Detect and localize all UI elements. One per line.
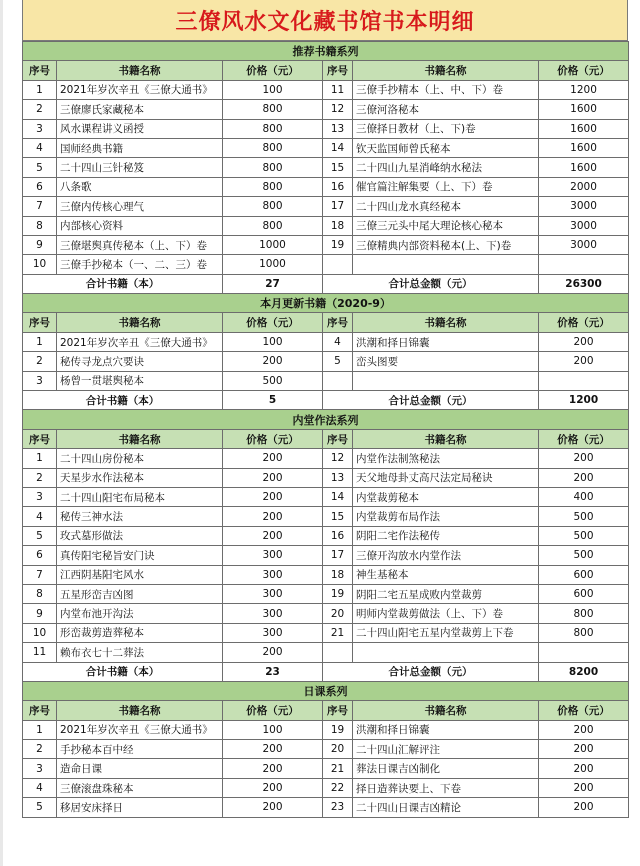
book-index: 19 — [323, 720, 353, 739]
book-index: 2 — [23, 740, 57, 759]
book-name: 二十四山房份秘本 — [57, 449, 223, 468]
table-row — [23, 80, 629, 99]
book-index: 1 — [23, 720, 57, 739]
book-index: 7 — [23, 565, 57, 584]
name-header: 书籍名称 — [57, 701, 223, 720]
book-name: 2021年岁次辛丑《三僚大通书》 — [57, 720, 223, 739]
book-price: 200 — [223, 468, 323, 487]
book-name: 三僚河洛秘本 — [353, 100, 539, 119]
book-index: 3 — [23, 119, 57, 138]
book-price: 300 — [223, 623, 323, 642]
book-index: 2 — [23, 468, 57, 487]
book-index: 21 — [323, 623, 353, 642]
book-price: 1600 — [539, 100, 629, 119]
index-header: 序号 — [23, 429, 57, 448]
table-row — [23, 604, 629, 623]
book-index: 19 — [323, 235, 353, 254]
book-list-sheet — [22, 0, 628, 818]
book-price: 800 — [223, 216, 323, 235]
book-index: 8 — [23, 216, 57, 235]
price-header: 价格（元） — [539, 313, 629, 332]
book-price: 200 — [223, 526, 323, 545]
total-count-label: 合计书籍（本） — [23, 274, 223, 293]
book-name — [353, 643, 539, 662]
book-price: 1200 — [539, 80, 629, 99]
book-price: 800 — [539, 604, 629, 623]
total-count-label: 合计书籍（本） — [23, 391, 223, 410]
book-name: 峦头图要 — [353, 352, 539, 371]
table-row — [23, 546, 629, 565]
book-price: 200 — [539, 449, 629, 468]
price-header: 价格（元） — [539, 429, 629, 448]
section-header — [23, 410, 629, 429]
book-index: 1 — [23, 80, 57, 99]
table-row — [23, 565, 629, 584]
book-price: 2000 — [539, 177, 629, 196]
page-edge-shadow — [0, 0, 3, 866]
book-name: 二十四山阳宅布局秘本 — [57, 487, 223, 506]
book-index: 5 — [323, 352, 353, 371]
book-price: 200 — [539, 778, 629, 797]
table-row — [23, 507, 629, 526]
table-row — [23, 138, 629, 157]
book-price: 800 — [223, 100, 323, 119]
book-name: 2021年岁次辛丑《三僚大通书》 — [57, 332, 223, 351]
book-price — [539, 255, 629, 274]
name-header: 书籍名称 — [353, 61, 539, 80]
table-row — [23, 371, 629, 390]
table-row — [23, 352, 629, 371]
table-row — [23, 584, 629, 603]
book-index: 20 — [323, 604, 353, 623]
book-name: 二十四山日课吉凶精论 — [353, 798, 539, 817]
table-row — [23, 798, 629, 817]
book-price: 400 — [539, 487, 629, 506]
table-row — [23, 778, 629, 797]
index-header: 序号 — [323, 429, 353, 448]
price-header: 价格（元） — [539, 701, 629, 720]
book-index: 7 — [23, 197, 57, 216]
book-name: 洪潮和择日锦囊 — [353, 720, 539, 739]
index-header: 序号 — [23, 61, 57, 80]
table-row — [23, 197, 629, 216]
book-price: 200 — [223, 507, 323, 526]
book-index: 1 — [23, 449, 57, 468]
price-header: 价格（元） — [223, 701, 323, 720]
total-count-label: 合计书籍（本） — [23, 662, 223, 681]
book-index: 11 — [323, 80, 353, 99]
book-name: 二十四山九星消峰纳水秘法 — [353, 158, 539, 177]
book-index: 2 — [23, 352, 57, 371]
book-index: 10 — [23, 255, 57, 274]
book-price: 100 — [223, 332, 323, 351]
section-title: 内堂作法系列 — [23, 410, 629, 429]
book-index: 5 — [23, 526, 57, 545]
book-name: 内堂裁剪秘本 — [353, 487, 539, 506]
book-name: 江西阴基阳宅风水 — [57, 565, 223, 584]
book-price: 200 — [223, 798, 323, 817]
book-index: 19 — [323, 584, 353, 603]
book-price: 800 — [223, 177, 323, 196]
name-header: 书籍名称 — [57, 61, 223, 80]
book-name: 赖布衣七十二葬法 — [57, 643, 223, 662]
book-index: 4 — [323, 332, 353, 351]
book-price: 200 — [223, 487, 323, 506]
book-name: 五星形峦吉凶图 — [57, 584, 223, 603]
book-price: 200 — [223, 449, 323, 468]
index-header: 序号 — [23, 313, 57, 332]
price-header: 价格（元） — [223, 61, 323, 80]
book-index: 15 — [323, 158, 353, 177]
book-price: 1600 — [539, 119, 629, 138]
book-price: 200 — [539, 798, 629, 817]
table-row — [23, 100, 629, 119]
total-amount-value: 1200 — [539, 391, 629, 410]
name-header: 书籍名称 — [57, 313, 223, 332]
book-index: 14 — [323, 487, 353, 506]
book-name: 手抄秘本百中经 — [57, 740, 223, 759]
book-price: 200 — [223, 643, 323, 662]
book-name — [353, 255, 539, 274]
book-index: 18 — [323, 565, 353, 584]
book-name: 八条歌 — [57, 177, 223, 196]
book-name: 杨曾一贯堪舆秘本 — [57, 371, 223, 390]
book-name: 阴阳二宅五星成败内堂裁剪 — [353, 584, 539, 603]
name-header: 书籍名称 — [353, 429, 539, 448]
book-index: 22 — [323, 778, 353, 797]
index-header: 序号 — [323, 61, 353, 80]
book-index: 16 — [323, 526, 353, 545]
book-name: 2021年岁次辛丑《三僚大通书》 — [57, 80, 223, 99]
book-name: 秘传寻龙点穴要诀 — [57, 352, 223, 371]
book-price: 600 — [539, 584, 629, 603]
book-price: 800 — [223, 119, 323, 138]
book-name: 移居安床择日 — [57, 798, 223, 817]
table-row — [23, 158, 629, 177]
book-price: 500 — [539, 526, 629, 545]
book-price: 200 — [223, 778, 323, 797]
book-name: 三僚手抄秘本（一、二、三）卷 — [57, 255, 223, 274]
table-row — [23, 216, 629, 235]
book-index: 6 — [23, 177, 57, 196]
table-row — [23, 449, 629, 468]
table-row — [23, 643, 629, 662]
book-name: 天星步水作法秘本 — [57, 468, 223, 487]
total-count-value: 23 — [223, 662, 323, 681]
book-price: 300 — [223, 604, 323, 623]
book-name: 二十四山三针秘笈 — [57, 158, 223, 177]
book-name: 天父地母卦丈高尺法定局秘诀 — [353, 468, 539, 487]
book-name: 择日造葬诀要上、下卷 — [353, 778, 539, 797]
book-index: 12 — [323, 449, 353, 468]
book-price: 300 — [223, 584, 323, 603]
index-header: 序号 — [23, 701, 57, 720]
book-price: 800 — [223, 138, 323, 157]
book-index: 21 — [323, 759, 353, 778]
book-price: 1000 — [223, 235, 323, 254]
section-header — [23, 42, 629, 61]
book-index: 17 — [323, 197, 353, 216]
book-name: 三僚内传核心理气 — [57, 197, 223, 216]
column-header-row — [23, 429, 629, 448]
book-price: 200 — [539, 740, 629, 759]
book-name: 葬法日课吉凶制化 — [353, 759, 539, 778]
book-name: 三僚滚盘珠秘本 — [57, 778, 223, 797]
book-name: 催官篇注解集要（上、下）卷 — [353, 177, 539, 196]
book-index — [323, 371, 353, 390]
table-row — [23, 332, 629, 351]
book-name: 二十四山龙水真经秘本 — [353, 197, 539, 216]
table-row — [23, 255, 629, 274]
book-name: 明师内堂裁剪做法（上、下）卷 — [353, 604, 539, 623]
book-price — [539, 643, 629, 662]
book-index: 10 — [23, 623, 57, 642]
book-price: 200 — [539, 759, 629, 778]
book-price: 200 — [539, 332, 629, 351]
book-price: 800 — [539, 623, 629, 642]
book-name: 秘传三神水法 — [57, 507, 223, 526]
book-name: 国师经典书籍 — [57, 138, 223, 157]
book-name: 内堂裁剪布局作法 — [353, 507, 539, 526]
book-price: 500 — [539, 546, 629, 565]
book-index — [323, 643, 353, 662]
book-name: 三僚三元头中尾大理论核心秘本 — [353, 216, 539, 235]
book-index: 5 — [23, 158, 57, 177]
book-price: 500 — [223, 371, 323, 390]
book-index: 5 — [23, 798, 57, 817]
book-price: 200 — [223, 759, 323, 778]
book-index: 14 — [323, 138, 353, 157]
column-header-row — [23, 313, 629, 332]
book-index: 2 — [23, 100, 57, 119]
table-row — [23, 235, 629, 254]
book-price: 500 — [539, 507, 629, 526]
column-header-row — [23, 61, 629, 80]
book-price — [539, 371, 629, 390]
book-index: 13 — [323, 468, 353, 487]
book-name: 二十四山汇解评注 — [353, 740, 539, 759]
book-price: 300 — [223, 546, 323, 565]
book-name: 形峦裁剪造葬秘本 — [57, 623, 223, 642]
book-price: 200 — [539, 468, 629, 487]
table-row — [23, 740, 629, 759]
book-price: 1600 — [539, 138, 629, 157]
book-price: 3000 — [539, 197, 629, 216]
book-name: 三僚廖氏家藏秘本 — [57, 100, 223, 119]
book-price: 800 — [223, 158, 323, 177]
section-header — [23, 681, 629, 700]
total-row — [23, 662, 629, 681]
page-title: 三僚风水文化藏书馆书本明细 — [22, 0, 628, 41]
book-index: 3 — [23, 759, 57, 778]
book-index: 4 — [23, 138, 57, 157]
book-name: 内堂布池开沟法 — [57, 604, 223, 623]
total-amount-value: 26300 — [539, 274, 629, 293]
book-name: 洪潮和择日锦囊 — [353, 332, 539, 351]
name-header: 书籍名称 — [353, 313, 539, 332]
book-price: 200 — [223, 740, 323, 759]
book-price: 800 — [223, 197, 323, 216]
column-header-row — [23, 701, 629, 720]
book-name: 三僚手抄精本（上、中、下）卷 — [353, 80, 539, 99]
name-header: 书籍名称 — [57, 429, 223, 448]
book-price: 100 — [223, 80, 323, 99]
book-name: 神生基秘本 — [353, 565, 539, 584]
book-index: 4 — [23, 778, 57, 797]
total-amount-label: 合计总金额（元） — [323, 274, 539, 293]
total-count-value: 5 — [223, 391, 323, 410]
table-row — [23, 720, 629, 739]
price-header: 价格（元） — [223, 429, 323, 448]
book-name: 真传阳宅秘旨安门诀 — [57, 546, 223, 565]
book-index: 20 — [323, 740, 353, 759]
section-title: 本月更新书籍（2020-9） — [23, 294, 629, 313]
table-row — [23, 119, 629, 138]
book-price: 300 — [223, 565, 323, 584]
table-row — [23, 177, 629, 196]
book-name: 三僚择日教材（上、下)卷 — [353, 119, 539, 138]
total-count-value: 27 — [223, 274, 323, 293]
book-index: 18 — [323, 216, 353, 235]
book-index: 9 — [23, 604, 57, 623]
total-amount-label: 合计总金额（元） — [323, 391, 539, 410]
book-price: 1000 — [223, 255, 323, 274]
book-index: 8 — [23, 584, 57, 603]
book-index: 15 — [323, 507, 353, 526]
book-price: 3000 — [539, 216, 629, 235]
book-index: 16 — [323, 177, 353, 196]
book-name: 二十四山阳宅五星内堂裁剪上下卷 — [353, 623, 539, 642]
book-index: 23 — [323, 798, 353, 817]
book-index: 3 — [23, 371, 57, 390]
book-price: 600 — [539, 565, 629, 584]
table-row — [23, 526, 629, 545]
total-row — [23, 274, 629, 293]
table-row — [23, 623, 629, 642]
book-name: 阴阳二宅作法秘传 — [353, 526, 539, 545]
index-header: 序号 — [323, 701, 353, 720]
section-title: 日课系列 — [23, 681, 629, 700]
book-price: 200 — [539, 352, 629, 371]
book-name: 钦天监国师曾氏秘本 — [353, 138, 539, 157]
book-name — [353, 371, 539, 390]
book-name: 风水课程讲义函授 — [57, 119, 223, 138]
book-price: 200 — [539, 720, 629, 739]
book-index: 13 — [323, 119, 353, 138]
total-amount-value: 8200 — [539, 662, 629, 681]
book-price: 1600 — [539, 158, 629, 177]
price-header: 价格（元） — [223, 313, 323, 332]
book-index: 9 — [23, 235, 57, 254]
total-amount-label: 合计总金额（元） — [323, 662, 539, 681]
book-table-body — [23, 42, 629, 818]
name-header: 书籍名称 — [353, 701, 539, 720]
table-row — [23, 759, 629, 778]
total-row — [23, 391, 629, 410]
section-title: 推荐书籍系列 — [23, 42, 629, 61]
book-index: 11 — [23, 643, 57, 662]
book-index: 17 — [323, 546, 353, 565]
table-row — [23, 468, 629, 487]
book-name: 三僚开沟放水内堂作法 — [353, 546, 539, 565]
book-price: 3000 — [539, 235, 629, 254]
table-row — [23, 487, 629, 506]
book-index: 12 — [323, 100, 353, 119]
book-table — [22, 41, 629, 818]
book-name: 内部核心资料 — [57, 216, 223, 235]
book-price: 200 — [223, 352, 323, 371]
book-index — [323, 255, 353, 274]
book-index: 1 — [23, 332, 57, 351]
price-header: 价格（元） — [539, 61, 629, 80]
book-name: 造命日课 — [57, 759, 223, 778]
section-header — [23, 294, 629, 313]
index-header: 序号 — [323, 313, 353, 332]
book-name: 玫式墓形做法 — [57, 526, 223, 545]
book-name: 三僚精典内部资料秘本(上、下)卷 — [353, 235, 539, 254]
book-price: 100 — [223, 720, 323, 739]
book-name: 三僚堪舆真传秘本（上、下）卷 — [57, 235, 223, 254]
book-index: 6 — [23, 546, 57, 565]
book-index: 4 — [23, 507, 57, 526]
book-name: 内堂作法制煞秘法 — [353, 449, 539, 468]
book-index: 3 — [23, 487, 57, 506]
